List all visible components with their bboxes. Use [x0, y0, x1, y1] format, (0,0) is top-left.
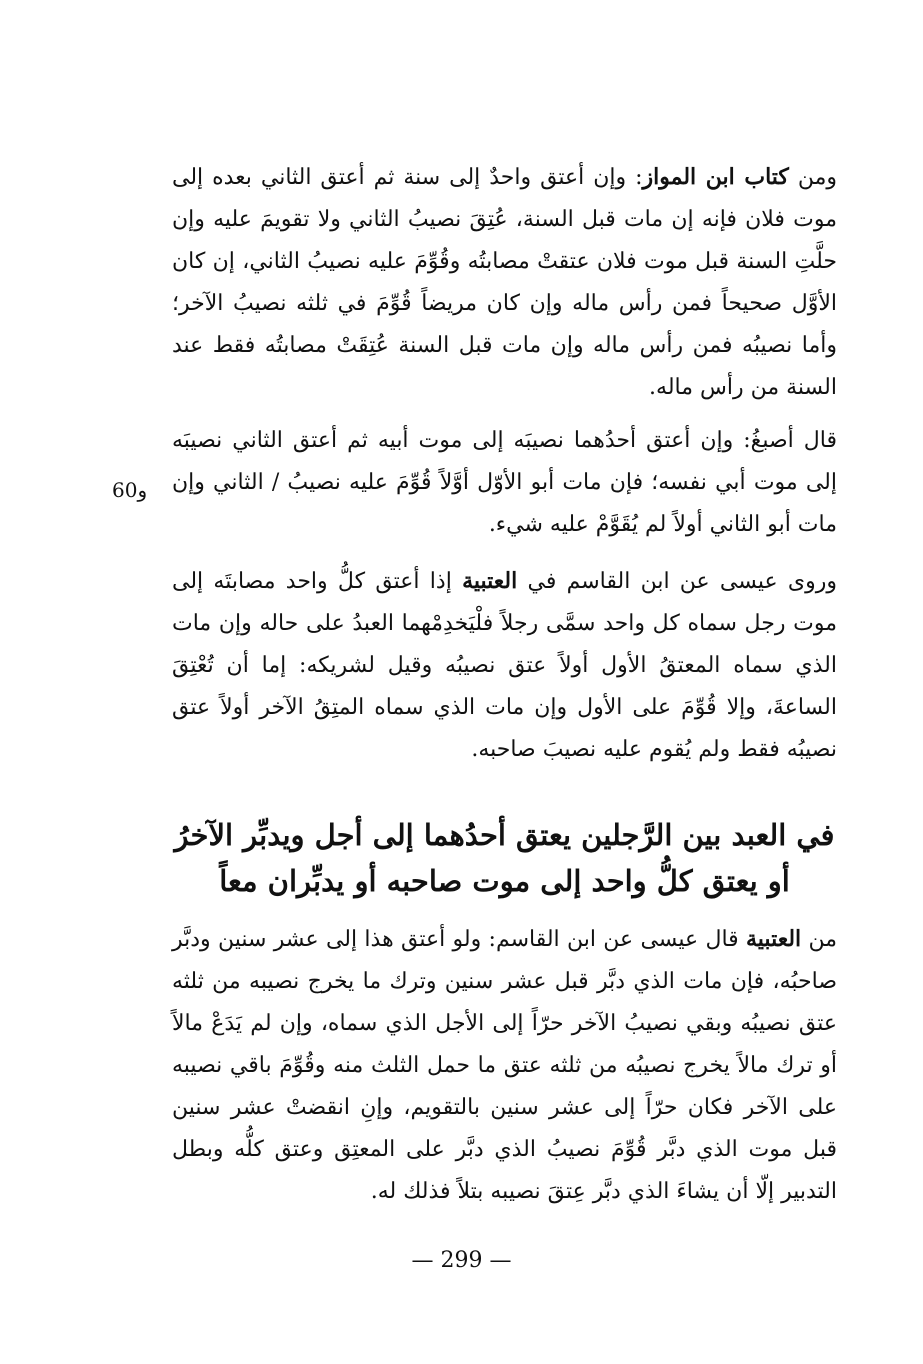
paragraph-lead: ومن: [797, 165, 838, 190]
paragraph-lead: وروى عيسى عن ابن القاسم في: [527, 569, 838, 594]
section-heading: [172, 812, 837, 904]
paragraph-utbiyya-tadbir: [172, 918, 837, 1213]
paragraph-ibn-almawaz: [172, 156, 837, 409]
source-title: العتبية: [462, 568, 518, 594]
source-title: العتبية: [746, 926, 802, 952]
page-number: — 299 —: [411, 1248, 512, 1273]
paragraph-asbagh: [172, 420, 837, 546]
paragraph-lead: من: [808, 927, 837, 952]
paragraph-text: إذا أعتق كلُّ واحد مصابتَه إلى موت رجل سماه كل واحد سمَّى رجلاً فلْيَخدِمْهما العبدُ على حاله وإن مات الذي سماه المعتقُ الأول أولاً عتق نصيبُه وقيل لشريكه: إما أن تُعْتِقَ الساعةَ، وإلا قُوِّمَ على الأول وإن مات الذي سماه المتِقُ الآخر أولاً عتق نصيبُه فقط ولم يُقوم عليه نصيبَ صاحبه.: [172, 569, 837, 762]
margin-folio-note: و60: [112, 478, 148, 502]
paragraph-text: قال عيسى عن ابن القاسم: ولو أعتق هذا إلى عشر سنين ودبَّر صاحبُه، فإن مات الذي دبَّر قبل عشر سنين وترك ما يخرج نصيبه من ثلثه عتق نصيبُه وبقي نصيبُ الآخر حرّاً إلى الأجل الذي سماه، وإن لم يَدَعْ مالاً أو ترك مالاً يخرج نصيبُه من ثلثه عتق ما حمل الثلث منه وقُوِّمَ باقي نصيبه على الآخر فكان حرّاً إلى عشر سنين بالتقويم، وإنِ انقضتْ عشر سنين قبل موت الذي دبَّر قُوِّمَ نصيبُ الذي دبَّر على المعتِق وعتق كلُّه وبطل التدبير إلّا أن يشاءَ الذي دبَّر عِتقَ نصيبه بتلاً فذلك له.: [172, 927, 838, 1204]
heading-line-1: في العبد بين الرَّجلين يعتق أحدُهما إلى أجل ويدبِّر الآخرُ: [174, 818, 835, 852]
paragraph-text: : وإن أعتق واحدٌ إلى سنة ثم أعتق الثاني بعده إلى موت فلان فإنه إن مات قبل السنة، عُتِقَ نصيبُ الثاني ولا تقويمَ عليه وإن حلَّتِ السنة قبل موت فلان عتقتْ مصابتُه وقُوِّمَ عليه نصيبُ الثاني، إن كان الأوَّل صحيحاً فمن رأس ماله وإن كان مريضاً قُوِّمَ في ثلثه نصيبُ الآخر؛ وأما نصيبُه فمن رأس ماله وإن مات قبل السنة عُتِقَتْ مصابتُه فقط عند السنة من رأس ماله.: [172, 165, 837, 400]
source-title: كتاب ابن المواز: [642, 164, 789, 190]
paragraph-utbiyya-isa: [172, 560, 837, 771]
paragraph-text: قال أصبغُ: وإن أعتق أحدُهما نصيبَه إلى موت أبيه ثم أعتق الثاني نصيبَه إلى موت أبي نفسه؛ فإن مات أبو الأوّل أوَّلاً قُوِّمَ عليه نصيبُ / الثاني وإن مات أبو الثاني أولاً لم يُقَوَّمْ عليه شيء.: [172, 428, 837, 537]
heading-line-2: أو يعتق كلُّ واحد إلى موت صاحبه أو يدبِّران معاً: [219, 864, 790, 898]
